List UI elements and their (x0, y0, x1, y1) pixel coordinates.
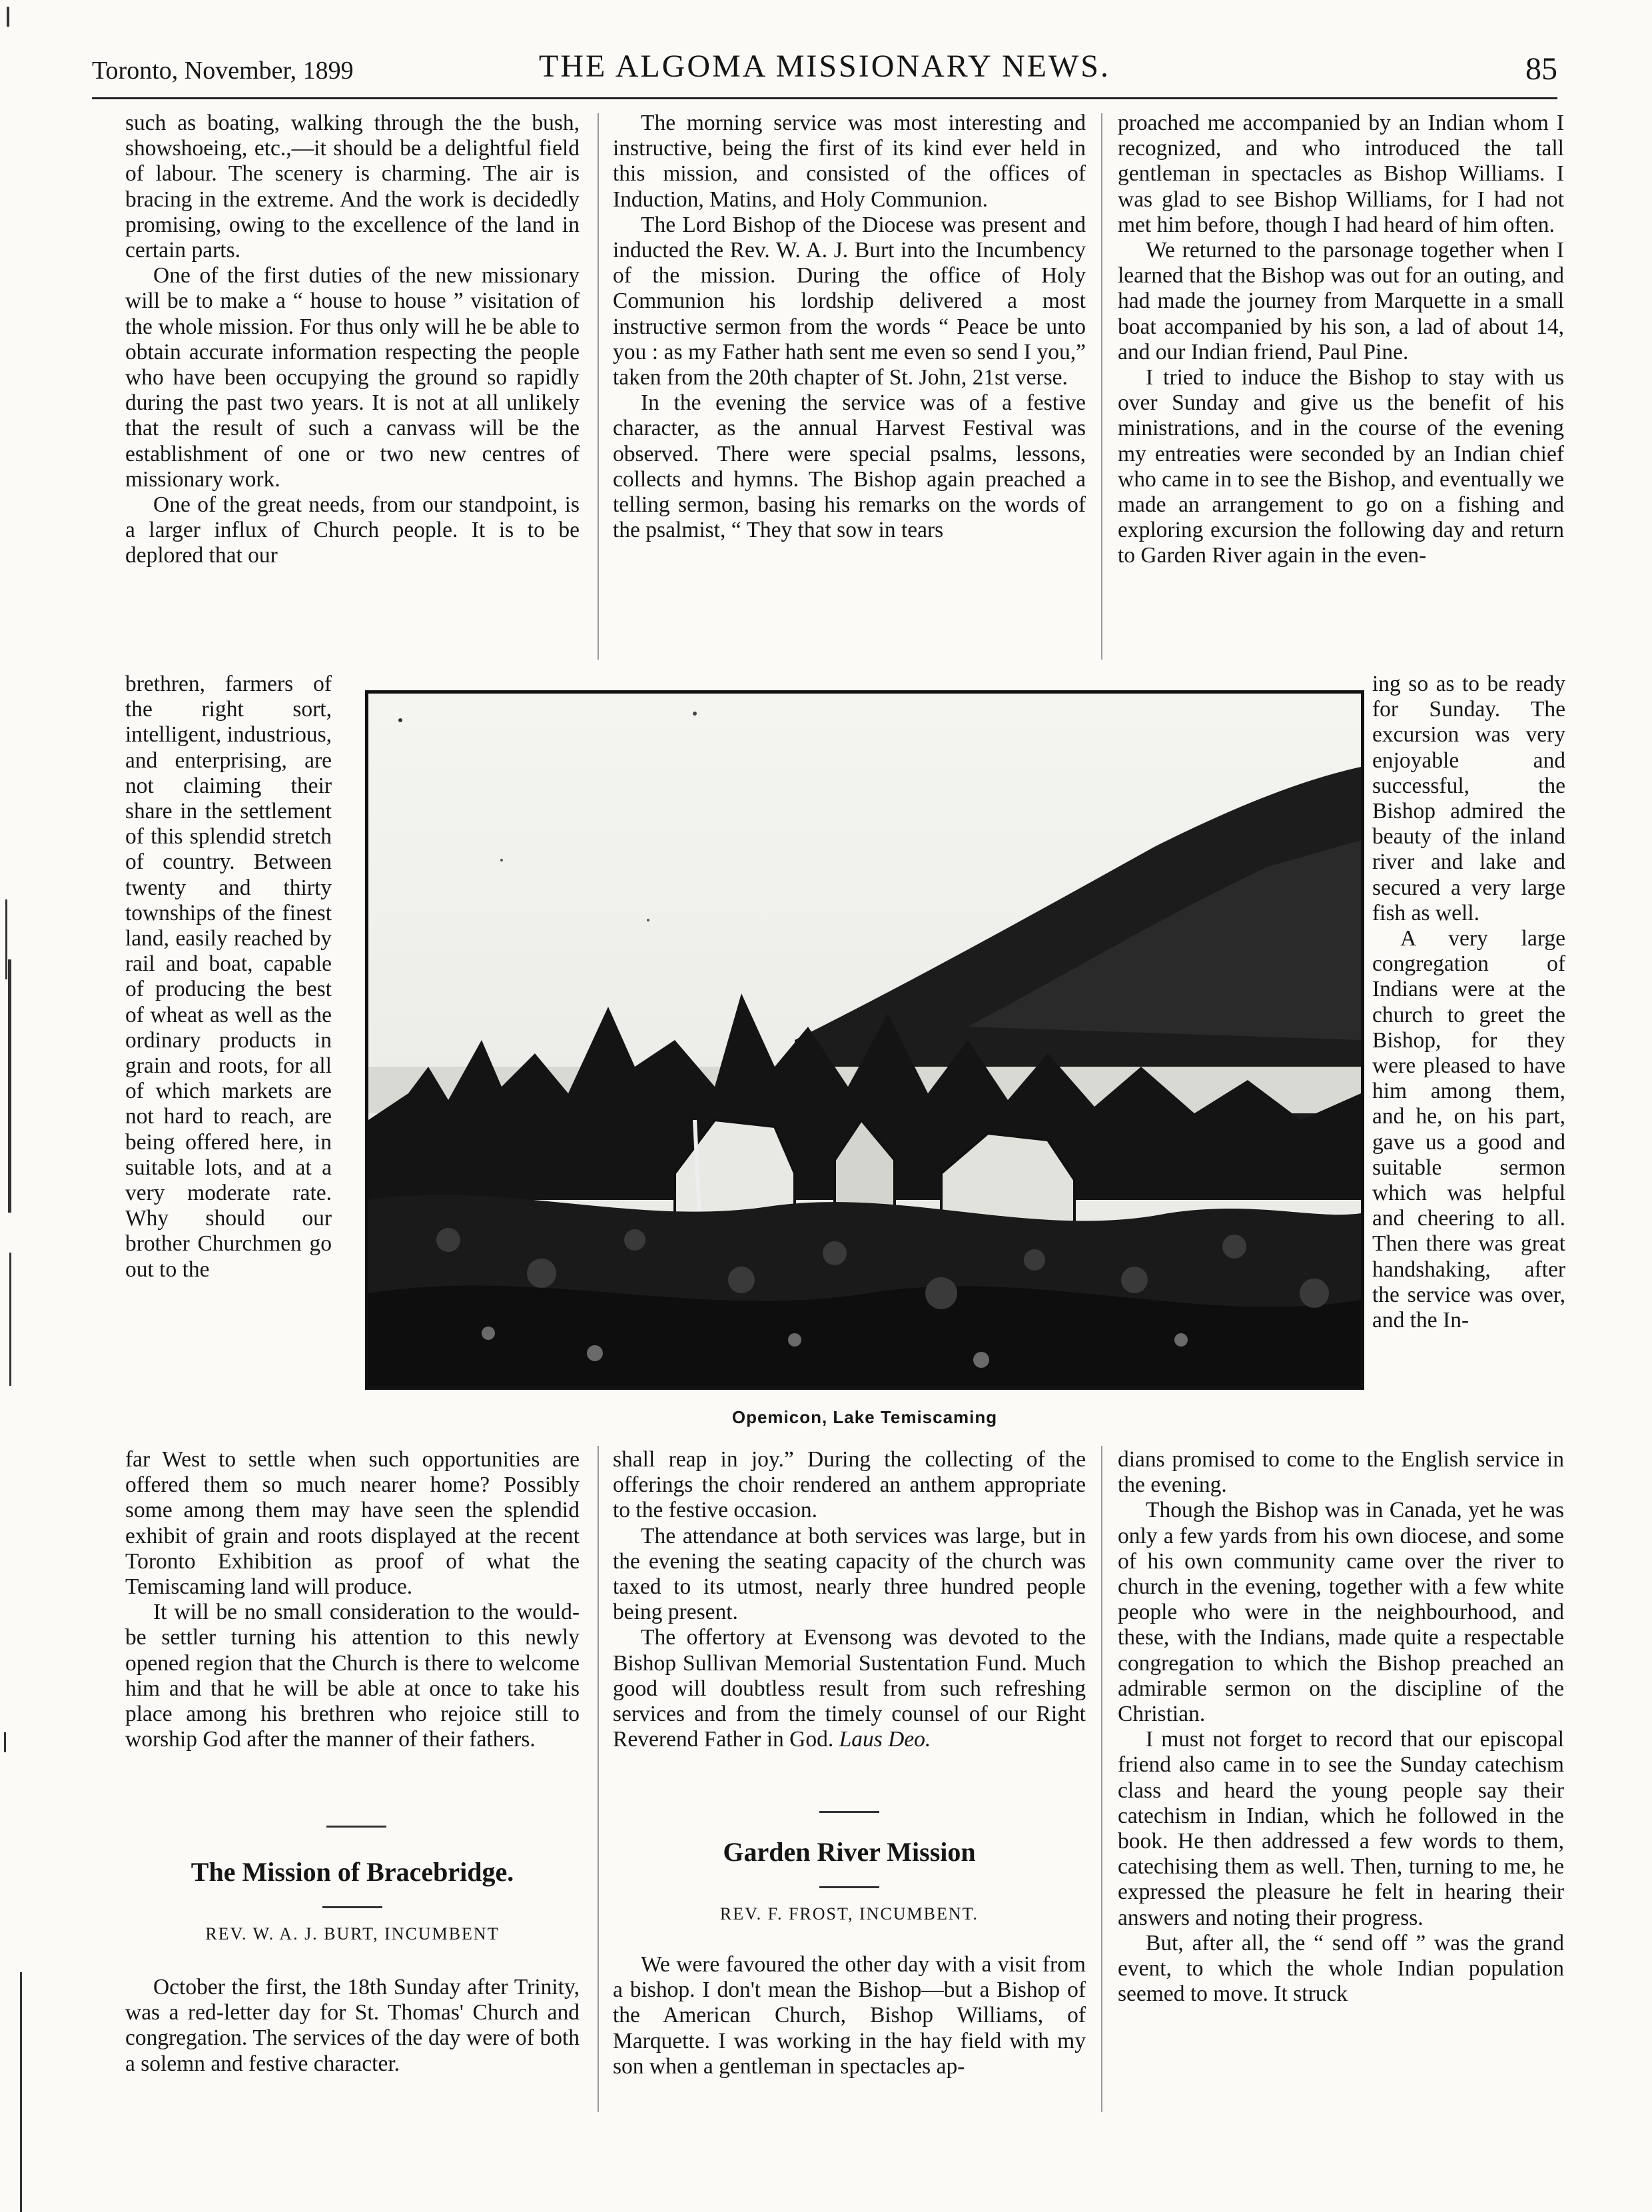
paragraph: brethren, farmers of the right sort, intelligent, industrious, and enterprising, are not claiming their share in the settlement of this splendid stretch of country. Between twenty and thirty townships of the finest land, easily reached by rail and boat, capable of producing the best of wheat as well as the ordinary products in grain and roots, for all of which markets are not hard to reach, are being offered here, in suitable lots, and at a very moderate rate. Why should our brother Churchmen go out to the (125, 672, 332, 1282)
paragraph: proached me accompanied by an Indian whom I recognized, and who introduced the tall gentleman in spectacles as Bishop Williams. I was glad to see Bishop Williams, for I had not met him before, though I had heard of him often. (1118, 111, 1564, 237)
bracebridge-heading (125, 1856, 580, 1944)
paragraph: far West to settle when such opportunities are offered them so much nearer home? Possibly some among them may have seen the splendid exhibit of grain and roots displayed at the recent Toronto Exhibition as proof of what the Temiscaming land will produce. (125, 1447, 580, 1600)
column-2-bottom (613, 1447, 1086, 1752)
paragraph: One of the first duties of the new missionary will be to make a “ house to house ” visitation of the whole mission. For thus only will he be able to obtain accurate information respecting the people who have been occupying the ground so rapidly during the past two years. It is not at all unlikely that the result of such a canvass will be the establishment of one or two new centres of missionary work. (125, 263, 580, 492)
garden-river-body (613, 1952, 1086, 2079)
column-1-top (125, 111, 580, 569)
paragraph: The Lord Bishop of the Diocese was present and inducted the Rev. W. A. J. Burt into the Incumbency of the mission. During the office of Holy Communion his lordship delivered a most instructive sermon from the words “ Peace be unto you : as my Father hath sent me even so send I you,” taken from the 20th chapter of St. John, 21st verse. (613, 212, 1086, 390)
paragraph: A very large congregation of Indians were at the church to greet the Bishop, for they were pleased to have him among them, and he, on his part, gave us a good and suitable sermon which was helpful and cheering to all. Then there was great handshaking, after the service was over, and the In- (1372, 926, 1565, 1333)
photograph-image (368, 694, 1361, 1386)
paragraph: The offertory at Evensong was devoted to the Bishop Sullivan Memorial Sustentation Fund. Much good will doubtless result from such refreshing services and from the timely counsel of our Right Reverend Father in God. Laus Deo. (613, 1625, 1086, 1752)
header-title: THE ALGOMA MISSIONARY NEWS. (539, 49, 1110, 84)
laus-deo: Laus Deo. (839, 1727, 931, 1752)
section-separator (819, 1811, 879, 1813)
bracebridge-body (125, 1975, 580, 2077)
column-divider (1101, 113, 1102, 660)
paragraph: Though the Bishop was in Canada, yet he was only a few yards from his own diocese, and some of his own community came over the river to church in the evening, together with a few white people who were in the neighbourhood, and these, with the Indians, made quite a respectable congregation to which the Bishop preached an admirable sermon on the discipline of the Christian. (1118, 1498, 1564, 1727)
paragraph: October the first, the 18th Sunday after Trinity, was a red-letter day for St. Thomas' Church and congregation. The services of the day were of both a solemn and festive character. (125, 1975, 580, 2076)
paragraph: One of the great needs, from our standpoint, is a larger influx of Church people. It is to be deplored that our (125, 492, 580, 568)
paragraph: I must not forget to record that our episcopal friend also came in to see the Sunday catechism class and heard the young people say their catechism in Indian, which he followed in the book. He then addressed a few words to them, catechising them as well. Then, turning to me, he expressed the pleasure he felt in hearing their answers and noting their progress. (1118, 1727, 1564, 1930)
section-author: REV. W. A. J. BURT, INCUMBENT (205, 1924, 500, 1943)
section-separator (326, 1826, 386, 1828)
header-rule (92, 97, 1557, 99)
paragraph: The morning service was most interesting and instructive, being the first of its kind ever held in this mission, and consisted of the offices of Induction, Matins, and Holy Communion. (613, 111, 1086, 212)
column-3-top (1118, 111, 1564, 569)
column-3-narrow (1372, 672, 1565, 1333)
garden-river-heading (613, 1836, 1086, 1924)
paragraph: shall reap in joy.” During the collecting of the offerings the choir rendered an anthem appropriate to the festive occasion. (613, 1447, 1086, 1523)
scan-edge (0, 0, 23, 2212)
column-2-top (613, 111, 1086, 543)
section-title: The Mission of Bracebridge. (191, 1857, 514, 1887)
paragraph: We were favoured the other day with a visit from a bishop. I don't mean the Bishop—but a Bishop of the American Church, Bishop Williams, of Marquette. I was working in the hay field with my son when a gentleman in spectacles ap- (613, 1952, 1086, 2079)
column-divider (598, 1446, 599, 2112)
page-header (92, 47, 1557, 87)
title-dash (819, 1886, 879, 1888)
paragraph: such as boating, walking through the the bush, showshoeing, etc.,—it should be a delightful field of labour. The scenery is charming. The air is bracing in the extreme. And the work is decidedly promising, owing to the excellence of the land in certain parts. (125, 111, 580, 263)
section-author: REV. F. FROST, INCUMBENT. (719, 1904, 979, 1924)
paragraph: We returned to the parsonage together when I learned that the Bishop was out for an outing, and had made the journey from Marquette in a small boat accompanied by his son, a lad of about 14, and our Indian friend, Paul Pine. (1118, 238, 1564, 364)
paragraph: dians promised to come to the English service in the evening. (1118, 1447, 1564, 1498)
paragraph: I tried to induce the Bishop to stay with us over Sunday and give us the benefit of his ministrations, and in the course of the evening my entreaties were seconded by an Indian chief who came in to see the Bishop, and eventually we made an arrangement to go on a fishing and exploring excursion the following day and return to Garden River again in the even- (1118, 365, 1564, 568)
paragraph: The attendance at both services was large, but in the evening the seating capacity of the church was taxed to its utmost, nearly three hundred people being present. (613, 1523, 1086, 1625)
header-page-number: 85 (1525, 51, 1557, 87)
column-divider (1101, 1446, 1102, 2112)
paragraph: But, after all, the “ send off ” was the grand event, to which the whole Indian population seemed to move. It struck (1118, 1930, 1564, 2007)
column-3-bottom (1118, 1447, 1564, 2007)
title-dash (322, 1906, 382, 1908)
column-divider (598, 113, 599, 660)
section-title: Garden River Mission (723, 1837, 976, 1867)
column-1-bottom (125, 1447, 580, 1752)
photo-caption: Opemicon, Lake Temiscaming (731, 1407, 998, 1427)
paragraph: In the evening the service was of a festive character, as the annual Harvest Festival was observed. There were special psalms, lessons, collects and hymns. The Bishop again preached a telling sermon, basing his remarks on the words of the psalmist, “ They that sow in tears (613, 390, 1086, 543)
header-place-date: Toronto, November, 1899 (92, 57, 354, 85)
paragraph: It will be no small consideration to the would-be settler turning his attention to this newly opened region that the Church is there to welcome him and that he will be able at once to take his place among his brethren who rejoice still to worship God after the manner of their fathers. (125, 1600, 580, 1752)
photograph-opemicon (365, 690, 1364, 1390)
paragraph: ing so as to be ready for Sunday. The excursion was very enjoyable and successful, the Bishop admired the beauty of the inland river and lake and secured a very large fish as well. (1372, 672, 1565, 925)
column-1-narrow (125, 672, 332, 1283)
